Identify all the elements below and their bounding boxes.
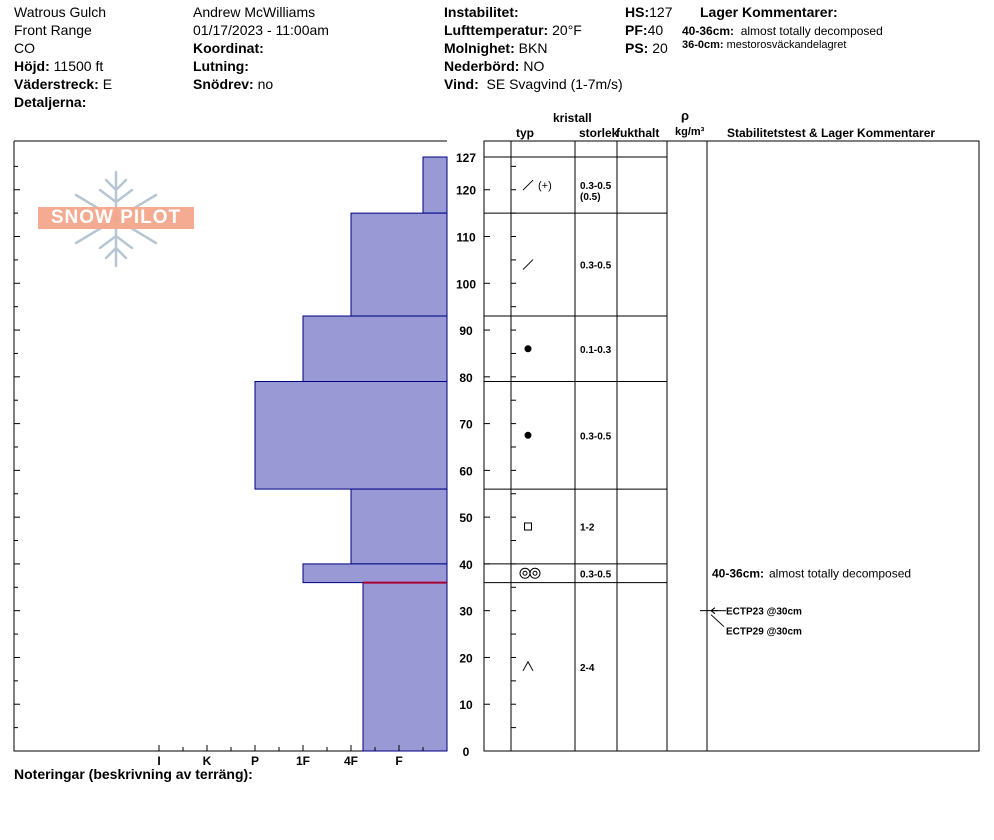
hardness-bar-4 bbox=[255, 382, 447, 490]
crystal-header: kristall bbox=[553, 111, 592, 125]
faceted-grain-icon bbox=[525, 523, 532, 530]
pf-value: 40 bbox=[647, 22, 664, 38]
depth-top-label: 127 bbox=[455, 151, 477, 165]
stability-test-2: ECTP29 @30cm bbox=[726, 626, 802, 638]
aspect-label: Väderstreck: bbox=[14, 76, 99, 92]
depth-tick-label: 70 bbox=[459, 417, 473, 432]
layer-note-range: 40-36cm: bbox=[712, 566, 765, 581]
hardness-bar-7 bbox=[363, 583, 447, 751]
coordinate-label: Koordinat: bbox=[193, 40, 264, 56]
cloud-value: BKN bbox=[518, 40, 548, 56]
precip-value: NO bbox=[523, 58, 545, 74]
precip-label: Nederbörd: bbox=[444, 58, 520, 74]
wind-label: Vind: bbox=[444, 76, 479, 92]
hs-value: 127 bbox=[649, 4, 673, 20]
layer-note-text: almost totally decomposed bbox=[769, 566, 912, 581]
grain-size-value: 0.3-0.5 bbox=[580, 181, 612, 193]
grain-size-value: 1-2 bbox=[580, 522, 595, 534]
depth-tick-label: 120 bbox=[455, 183, 477, 198]
surface-hoar-icon bbox=[520, 568, 530, 578]
observer-name: Andrew McWilliams bbox=[193, 4, 316, 20]
cloud-label: Molnighet: bbox=[444, 40, 515, 56]
surface-hoar-icon-2 bbox=[530, 568, 540, 578]
depth-tick-label: 30 bbox=[459, 604, 473, 619]
depth-tick-label: 50 bbox=[459, 511, 473, 526]
hardness-bar-3 bbox=[303, 316, 447, 381]
hardness-tick-label: F bbox=[395, 754, 403, 768]
layer-table-frame bbox=[484, 141, 979, 751]
hardness-tick-label: K bbox=[202, 754, 212, 768]
grain-secondary-symbol: (+) bbox=[538, 180, 552, 193]
range-name: Front Range bbox=[14, 22, 92, 38]
test-arrow-2 bbox=[711, 615, 724, 627]
depth-tick-label: 40 bbox=[459, 557, 473, 572]
grain-size-value: 0.3-0.5 bbox=[580, 569, 612, 581]
layer-comment-2-range: 36-0cm: bbox=[682, 39, 724, 51]
location-name: Watrous Gulch bbox=[14, 4, 107, 20]
elevation-value: 11500 ft bbox=[53, 58, 104, 74]
pf-label: PF: bbox=[625, 22, 648, 38]
layer-comment-1-range: 40-36cm: bbox=[682, 24, 735, 38]
hardness-tick-label: P bbox=[250, 754, 260, 768]
hardness-tick-label: 1F bbox=[295, 754, 311, 768]
terrain-notes-label: Noteringar (beskrivning av terräng): bbox=[14, 766, 253, 782]
hardness-tick-label: I bbox=[157, 754, 161, 768]
slope-label: Lutning: bbox=[193, 58, 249, 74]
depth-tick-label: 10 bbox=[459, 698, 473, 713]
ps-value: 20 bbox=[652, 40, 668, 56]
surface-hoar-icon-2-inner bbox=[533, 571, 537, 575]
instability-label: Instabilitet: bbox=[444, 4, 519, 20]
decomposing-grain-icon bbox=[523, 180, 533, 190]
wind-value: SE Svagvind (1-7m/s) bbox=[486, 76, 623, 92]
grain-size-value: 0.1-0.3 bbox=[580, 344, 612, 356]
hardness-bar-2 bbox=[351, 213, 447, 316]
type-header: typ bbox=[516, 126, 534, 140]
surface-hoar-icon-inner bbox=[523, 571, 527, 575]
depth-tick-label: 110 bbox=[456, 230, 476, 245]
rounded-grain-icon bbox=[525, 432, 532, 439]
grain-size-value: 2-4 bbox=[580, 662, 595, 674]
snowpilot-logo-text: SNOW PILOT bbox=[50, 207, 182, 228]
rounded-grain-icon bbox=[525, 345, 532, 352]
depth-hoar-icon bbox=[523, 662, 533, 671]
density-symbol: ρ bbox=[681, 108, 690, 123]
hardness-tick-label: 4F bbox=[343, 754, 359, 768]
depth-tick-label: 100 bbox=[455, 277, 477, 292]
density-unit: kg/m³ bbox=[675, 126, 705, 138]
ps-label: PS: bbox=[625, 40, 649, 56]
grain-size-value: 0.3-0.5 bbox=[580, 431, 612, 443]
aspect-value: E bbox=[102, 76, 113, 92]
stability-header: Stabilitetstest & Lager Kommentarer bbox=[727, 126, 936, 140]
airtemp-value: 20°F bbox=[552, 22, 582, 38]
airtemp-label: Lufttemperatur: bbox=[444, 22, 549, 38]
details-label: Detaljerna: bbox=[14, 94, 87, 110]
grain-size-value: 0.3-0.5 bbox=[580, 260, 612, 272]
depth-tick-label: 80 bbox=[459, 370, 473, 385]
drift-label: Snödrev: bbox=[193, 76, 254, 92]
state-name: CO bbox=[14, 40, 35, 56]
drift-value: no bbox=[257, 76, 274, 92]
observation-datetime: 01/17/2023 - 11:00am bbox=[193, 22, 329, 38]
depth-tick-label: 0 bbox=[462, 745, 470, 759]
layer-comments-title: Lager Kommentarer: bbox=[700, 4, 838, 20]
elevation-label: Höjd: bbox=[14, 58, 50, 74]
layer-comment-1-text: almost totally decomposed bbox=[740, 24, 883, 38]
stability-test-1: ECTP23 @30cm bbox=[726, 606, 802, 618]
moisture-header: fukthalt bbox=[616, 126, 660, 140]
depth-tick-label: 60 bbox=[459, 464, 473, 479]
hardness-bar-1 bbox=[423, 157, 447, 213]
depth-tick-label: 20 bbox=[459, 651, 473, 666]
hs-label: HS: bbox=[625, 4, 650, 20]
size-header: storlek bbox=[579, 126, 619, 140]
layer-comment-2-text: mestorosväckandelagret bbox=[726, 39, 847, 51]
grain-size-secondary: (0.5) bbox=[580, 192, 601, 204]
hardness-bar-6 bbox=[303, 564, 447, 583]
decomposing-grain-icon bbox=[523, 260, 533, 270]
hardness-bar-5 bbox=[351, 489, 447, 564]
depth-tick-label: 90 bbox=[459, 324, 473, 339]
